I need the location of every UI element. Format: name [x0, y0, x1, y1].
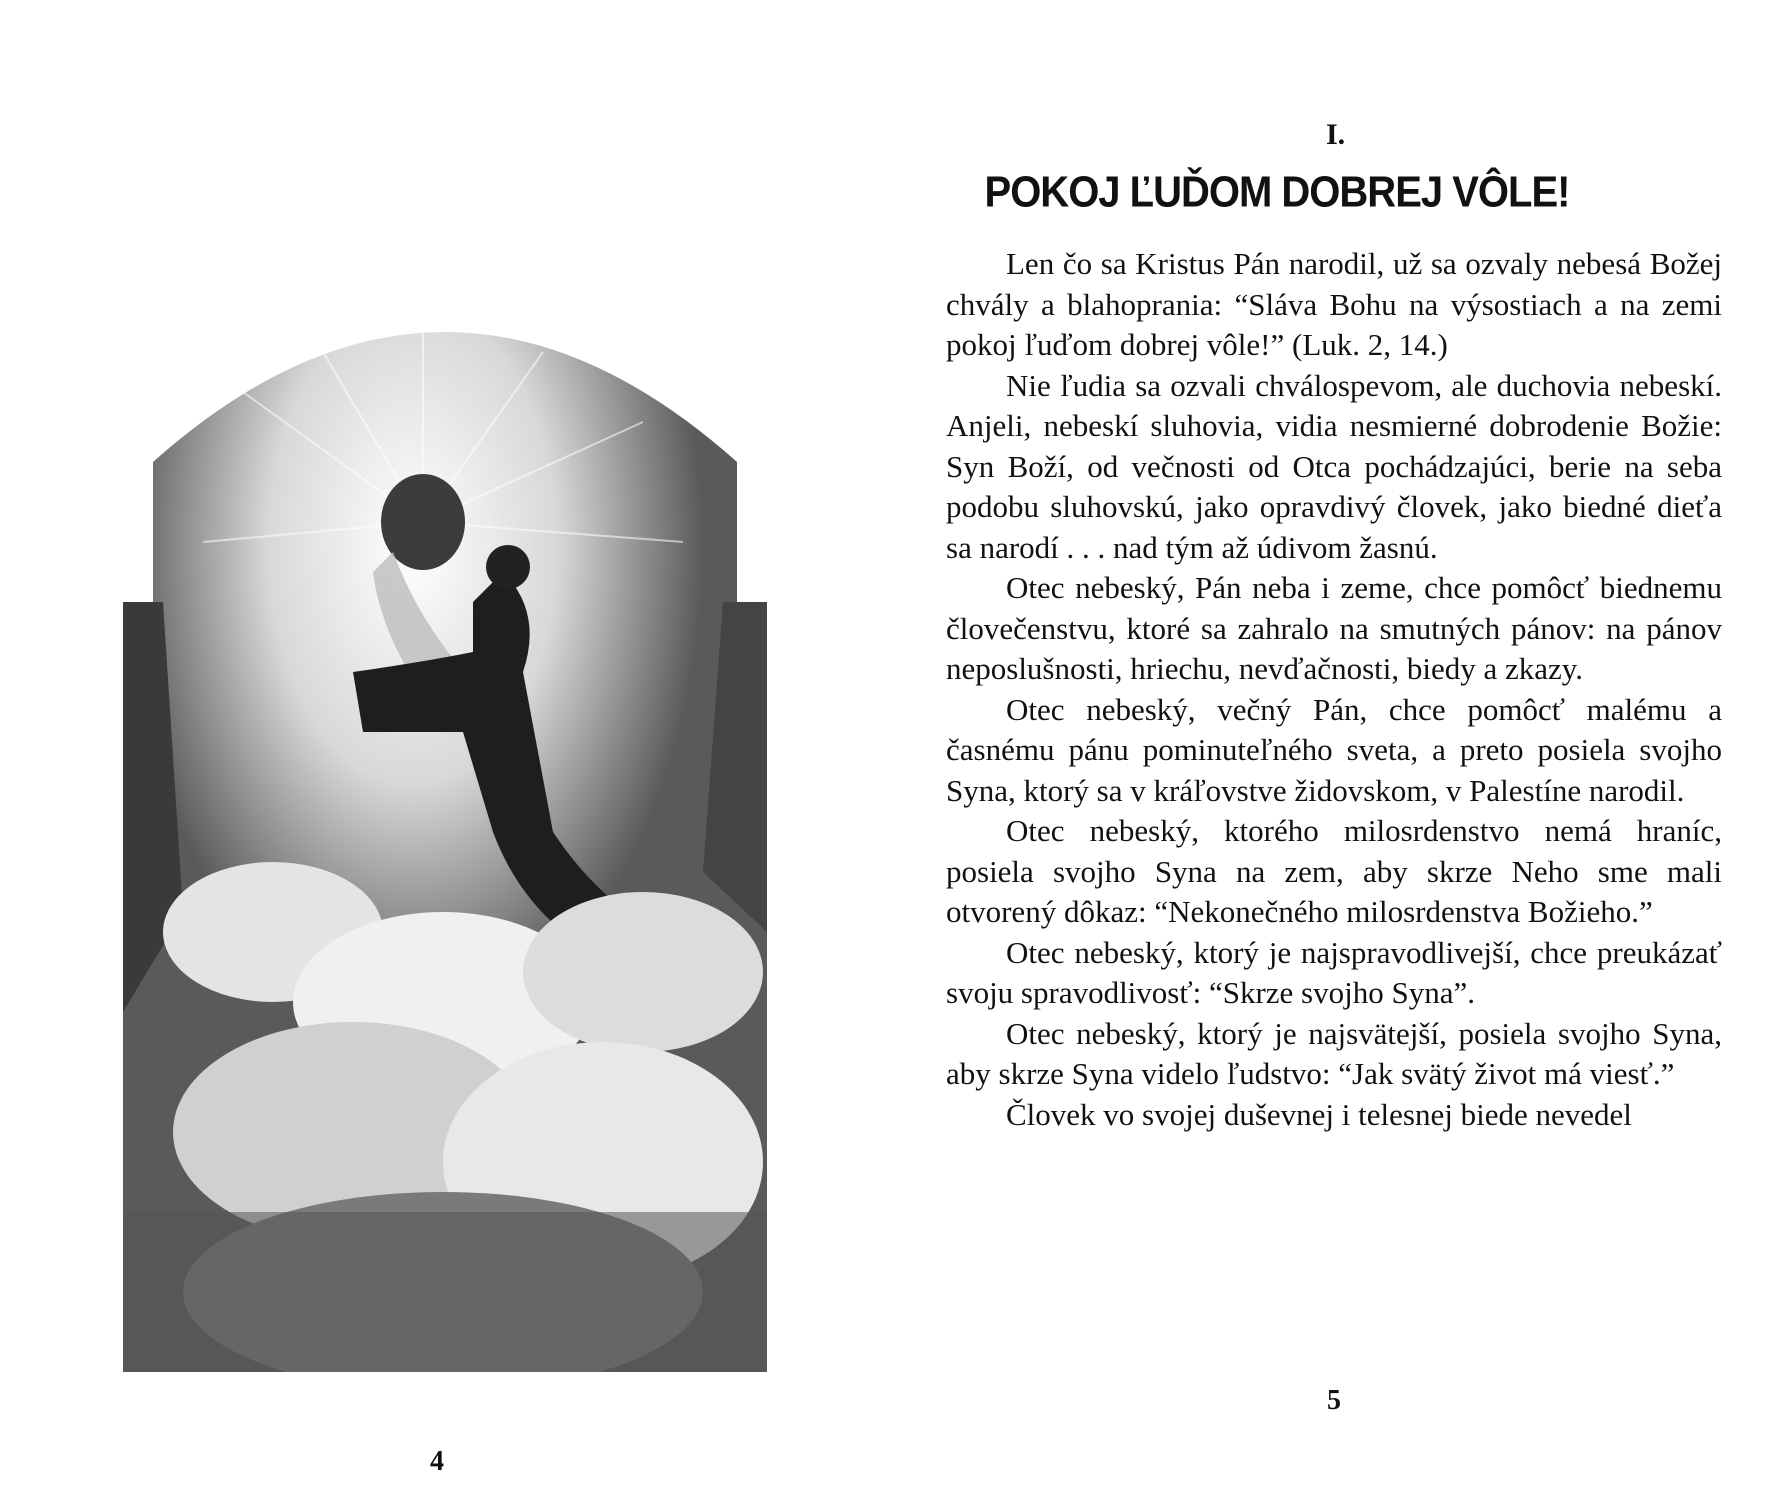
- paragraph: Nie ľudia sa ozvali chválospevom, ale duchovia nebeskí. Anjeli, nebeskí sluhovia, vidia nesmierné dobrodenie Božie: Syn Boží, od večnosti od Otca pochádzajúci, berie na seba podobu sluhovskú, jako opravdivý človek, jako biedné dieťa sa narodí . . . nad tým až údivom žasnú.: [946, 367, 1722, 565]
- page-number-left: 4: [430, 1446, 444, 1477]
- body-text: [946, 244, 1722, 1135]
- chapter-number: I.: [1326, 118, 1346, 151]
- paragraph: Len čo sa Kristus Pán narodil, už sa ozvaly nebesá Božej chvály a blahoprania: “Sláva Bohu na výsostiach a na zemi pokoj ľuďom dobrej vôle!” (Luk. 2, 14.): [946, 246, 1722, 362]
- left-page: [0, 0, 860, 1500]
- paragraph: Otec nebeský, ktorý je najspravodlivejší, chce preukázať svoju spravodlivosť: “Skrze svojho Syna”.: [946, 934, 1722, 1010]
- illustration-angel-praying: [123, 312, 767, 1372]
- paragraph: Otec nebeský, ktorý je najsvätejší, posiela svojho Syna, aby skrze Syna videlo ľudstvo: “Jak svätý život má viesť.”: [946, 1015, 1722, 1091]
- paragraph: Otec nebeský, večný Pán, chce pomôcť malému a časnému pánu pominuteľného sveta, a preto posiela svojho Syna, ktorý sa v kráľovstve židovskom, v Palestíne narodil.: [946, 691, 1722, 808]
- paragraph: Otec nebeský, Pán neba i zeme, chce pomôcť biednemu človečenstvu, ktoré sa zahralo na smutných pánov: na pánov neposlušnosti, hriechu, nevďačnosti, biedy a zkazy.: [946, 570, 1722, 686]
- paragraph: Človek vo svojej duševnej i telesnej biede nevedel: [1006, 1096, 1632, 1132]
- right-page: [860, 0, 1770, 1500]
- paragraph: Otec nebeský, ktorého milosrdenstvo nemá hraníc, posiela svojho Syna na zem, aby skrze Neho sme mali otvorený dôkaz: “Nekonečného milosrdenstva Božieho.”: [946, 813, 1722, 929]
- chapter-title: POKOJ ĽUĎOM DOBREJ VÔLE!: [984, 168, 1570, 217]
- page-number-right: 5: [1327, 1385, 1341, 1416]
